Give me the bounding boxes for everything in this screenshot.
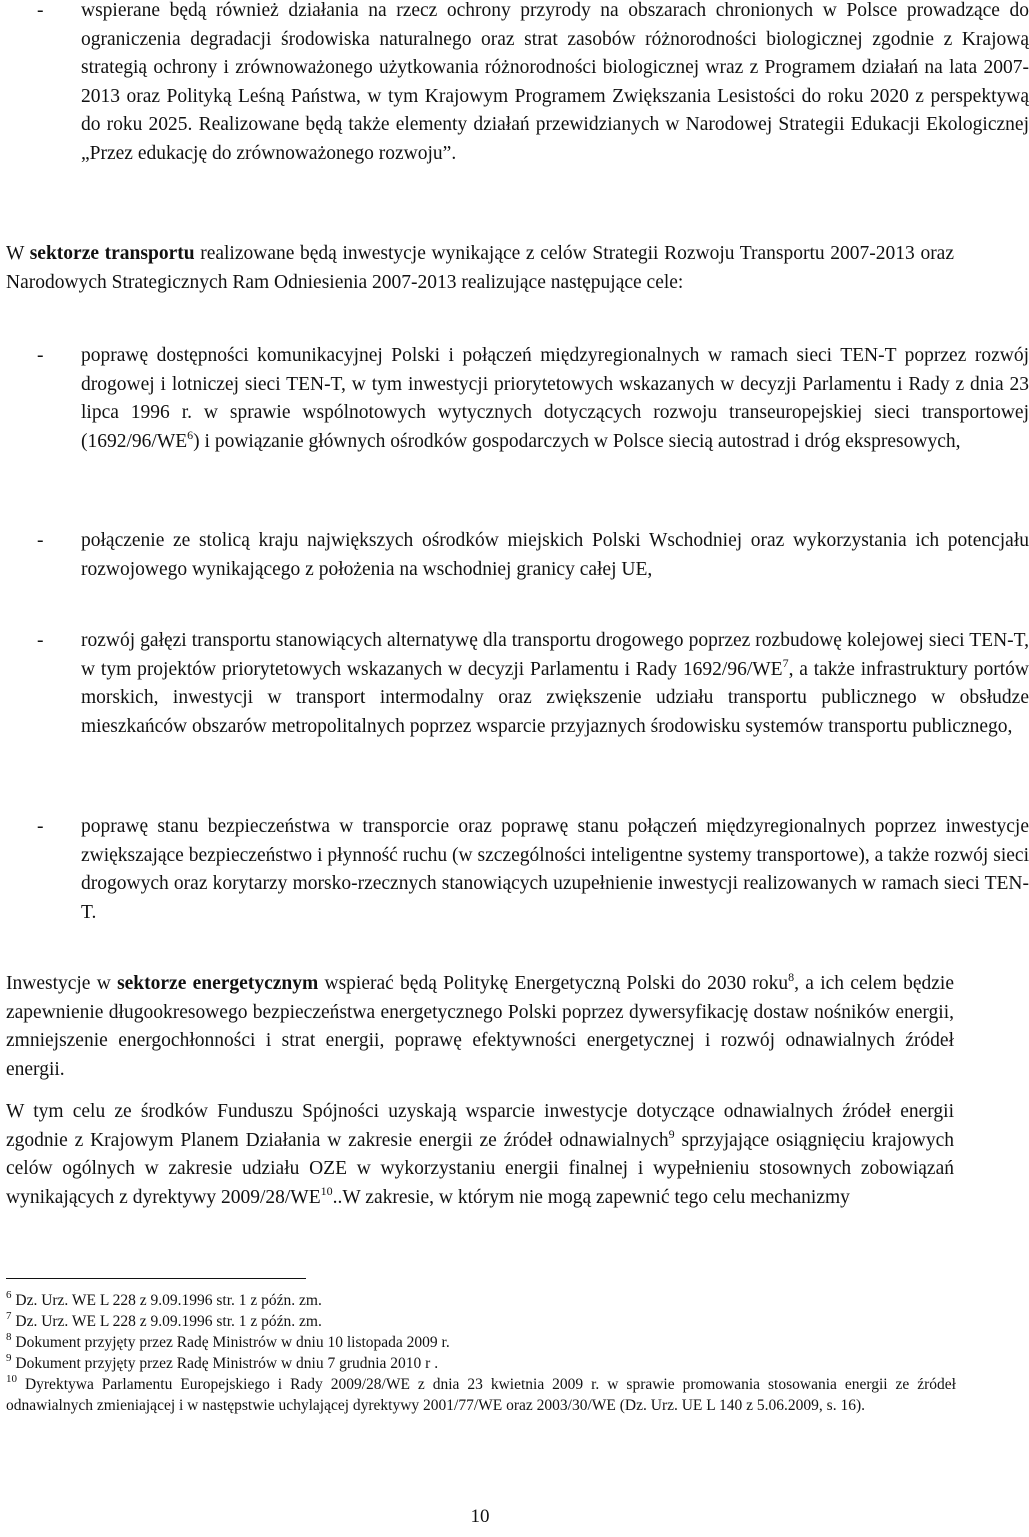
footnote-number: 7 <box>6 1310 12 1322</box>
footnote-ref-6[interactable]: 6 <box>187 427 194 442</box>
bullet-dash: - <box>37 530 44 551</box>
footnote-separator <box>6 1278 306 1279</box>
footnote-text: Dokument przyjęty przez Radę Ministrów w dniu 10 listopada 2009 r. <box>11 1334 450 1351</box>
fund-text-c: ..W zakresie, w którym nie mogą zapewnić tego celu mechanizmy <box>332 1186 850 1208</box>
transport-sector-bold: sektorze transportu <box>29 243 195 264</box>
fund-text-a: W tym celu ze środków Funduszu Spójności uzyskają wsparcie inwestycje dotyczące odnawialnych źródeł energii zgodnie z Krajowym Planem Działania w zakresie energii ze źródeł odnawialnych <box>6 1101 954 1151</box>
transport-bullet-2 <box>6 527 1029 584</box>
footnote-ref-8[interactable]: 8 <box>788 970 795 984</box>
footnote-text: Dz. Urz. WE L 228 z 9.09.1996 str. 1 z późn. zm. <box>11 1313 322 1330</box>
footnote-text: Dz. Urz. WE L 228 z 9.09.1996 str. 1 z późn. zm. <box>11 1292 322 1309</box>
transport-bullet-4-text: poprawę stanu bezpieczeństwa w transporcie oraz poprawę stanu połączeń międzyregionalnych poprzez inwestycje zwiększające bezpieczeństwo i płynność ruchu (w szczególności inteligentne systemy transportowe), a także rozwój sieci drogowych oraz korytarzy morsko-rzecznych stanowiących uzupełnienie inwestycji realizowanych w ramach sieci TEN-T. <box>81 816 1029 923</box>
footnotes <box>6 1290 956 1416</box>
footnote-ref-10[interactable]: 10 <box>320 1183 333 1198</box>
footnote-9 <box>6 1353 956 1374</box>
footnote-6 <box>6 1290 956 1311</box>
energy-pre: Inwestycje w <box>6 973 118 994</box>
footnote-10 <box>6 1374 956 1416</box>
transport-bullet-1-text-a: poprawę dostępności komunikacyjnej Polski i połączeń międzyregionalnych w ramach sieci TEN-T poprzez rozwój drogowej i lotniczej sieci TEN-T, w tym inwestycji priorytetowych wskazanych w decyzji Parlamentu i Rady z dnia 23 lipca 1996 r. w sprawie wspólnotowych wytycznych dotyczących rozwoju transeuropejskiej sieci transportowej (1692/96/WE <box>81 345 1029 452</box>
transport-intro <box>6 240 954 297</box>
energy-post: , a ich celem będzie zapewnienie długookresowego bezpieczeństwa energetycznego Polski poprzez dywersyfikację dostaw nośników energii, zmniejszenie energochłonności i strat energii, poprawę efektywności energetycznej i rozwój odnawialnych źródeł energii. <box>6 973 954 1080</box>
footnote-number: 10 <box>6 1373 17 1385</box>
transport-bullet-2-text: połączenie ze stolicą kraju największych ośrodków miejskich Polski Wschodniej oraz wykorzystania ich potencjału rozwojowego wynikającego z położenia na wschodniej granicy całej UE, <box>81 530 1029 580</box>
bullet-dash: - <box>37 0 44 21</box>
energy-paragraph <box>6 970 954 1084</box>
energy-sector-bold: sektorze energetycznym <box>117 973 319 994</box>
bullet-dash: - <box>37 345 44 366</box>
transport-bullet-3-text-b: , a także infrastruktury portów morskich, inwestycji w transport intermodalny oraz zwiększenie udziału transportu publicznego w obsłudze mieszkańców obszarów metropolitalnych poprzez wsparcie przyjaznych środowisku systemów transportu publicznego, <box>81 658 1029 737</box>
energy-mid: wspierać będą Politykę Energetyczną Polski do 2030 roku <box>318 973 789 994</box>
transport-intro-post: realizowane będą inwestycje wynikające z celów Strategii Rozwoju Transportu 2007-2013 oraz Narodowych Strategicznych Ram Odniesienia 2007-2013 realizujące następujące cele: <box>6 243 954 293</box>
page-number: 10 <box>470 1506 490 1527</box>
bullet-dash: - <box>37 816 44 837</box>
transport-bullet-1-text-b: ) i powiązanie głównych ośrodków gospodarczych w Polsce siecią autostrad i dróg ekspresowych, <box>193 430 961 452</box>
footnote-7 <box>6 1311 956 1332</box>
transport-bullet-3 <box>6 627 1029 741</box>
nature-bullet <box>6 0 1029 169</box>
footnote-text: Dokument przyjęty przez Radę Ministrów w dniu 7 grudnia 2010 r . <box>11 1355 439 1372</box>
footnote-text: Dyrektywa Parlamentu Europejskiego i Rady 2009/28/WE z dnia 23 kwietnia 2009 r. w sprawie promowania stosowania energii ze źródeł odnawialnych zmieniającej i w następstwie uchylającej dyrektywy 2001/77/WE oraz 2003/30/WE (Dz. Urz. UE L 140 z 5.06.2009, s. 16). <box>6 1376 956 1414</box>
footnote-ref-9[interactable]: 9 <box>668 1126 675 1141</box>
footnote-ref-7[interactable]: 7 <box>782 655 789 670</box>
transport-bullet-4 <box>6 813 1029 927</box>
cohesion-fund-paragraph <box>6 1098 954 1212</box>
footnote-number: 8 <box>6 1331 12 1343</box>
transport-bullet-1 <box>6 342 1029 456</box>
transport-bullet-3-text-a: rozwój gałęzi transportu stanowiących alternatywę dla transportu drogowego poprzez rozbudowę kolejowej sieci TEN-T, w tym projektów priorytetowych wskazanych w decyzji Parlamentu i Rady 1692/96/WE <box>81 630 1029 680</box>
nature-bullet-text: wspierane będą również działania na rzecz ochrony przyrody na obszarach chronionych w Polsce prowadzące do ograniczenia degradacji środowiska naturalnego oraz strat zasobów różnorodności biologicznej zgodnie z Krajową strategią ochrony i zrównoważonego użytkowania różnorodności biologicznej wraz z Programem działań na lata 2007-2013 oraz Polityką Leśną Państwa, w tym Krajowym Programem Zwiększania Lesistości do roku 2020 z perspektywą do roku 2025. Realizowane będą także elementy działań przewidzianych w Narodowej Strategii Edukacji Ekologicznej „Przez edukację do zrównoważonego rozwoju”. <box>81 0 1029 164</box>
transport-intro-pre: W <box>6 243 30 264</box>
bullet-dash: - <box>37 630 44 651</box>
footnote-number: 6 <box>6 1289 12 1301</box>
footnote-number: 9 <box>6 1352 12 1364</box>
footnote-8 <box>6 1332 956 1353</box>
fund-text-b: sprzyjające osiągnięciu krajowych celów ogólnych w zakresie udziału OZE w wykorzystaniu energii finalnej i wypełnieniu stosownych zobowiązań wynikających z dyrektywy 2009/28/WE <box>6 1129 954 1208</box>
